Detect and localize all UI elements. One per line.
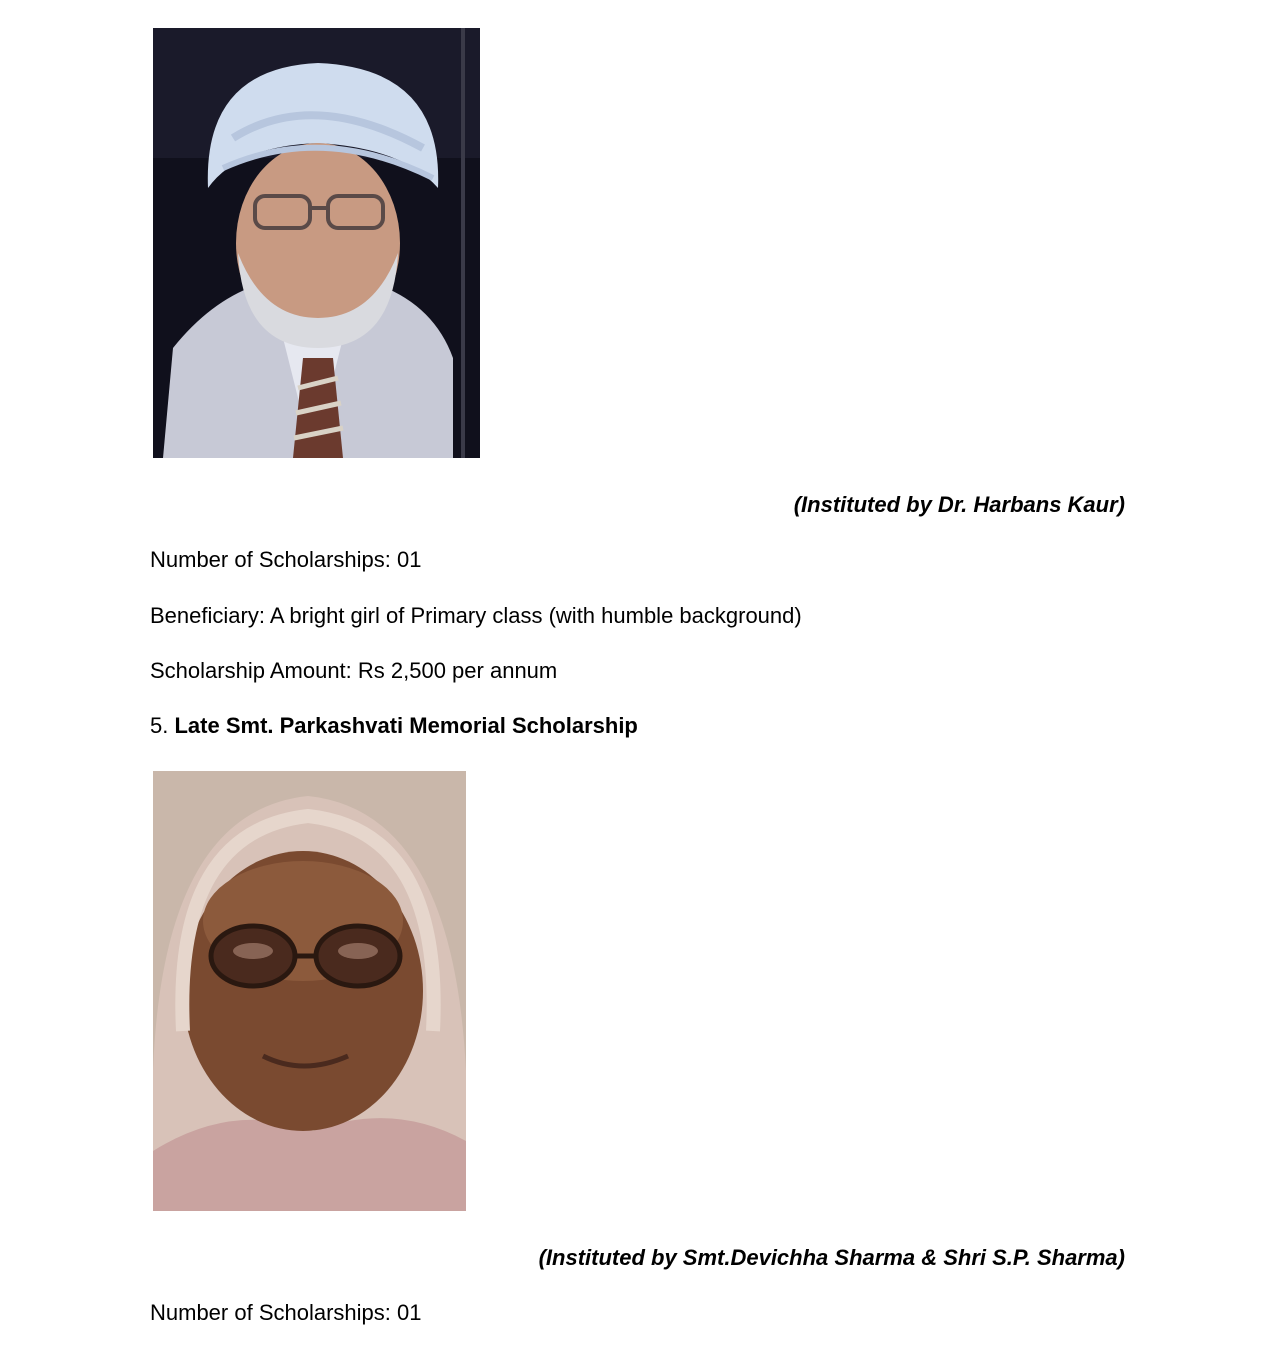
portrait-photo-man <box>153 28 480 458</box>
instituted-by-sharma: (Instituted by Smt.Devichha Sharma & Shri S.P. Sharma) <box>538 1245 1125 1270</box>
portrait-woman-image <box>153 771 466 1211</box>
number-of-scholarships-5: Number of Scholarships: 01 <box>150 1300 422 1325</box>
instituted-by-harbans-kaur: (Instituted by Dr. Harbans Kaur) <box>793 492 1125 517</box>
portrait-photo-woman <box>153 771 466 1211</box>
beneficiary-4: Beneficiary: A bright girl of Primary class (with humble background) <box>150 603 802 628</box>
portrait-man-image <box>153 28 480 458</box>
section-title-5: Late Smt. Parkashvati Memorial Scholarship <box>174 713 638 738</box>
scholarship-amount-4: Scholarship Amount: Rs 2,500 per annum <box>150 658 558 683</box>
section-heading-5 <box>150 713 638 739</box>
number-of-scholarships-4: Number of Scholarships: 01 <box>150 547 422 572</box>
section-number-5: 5. <box>150 713 169 738</box>
